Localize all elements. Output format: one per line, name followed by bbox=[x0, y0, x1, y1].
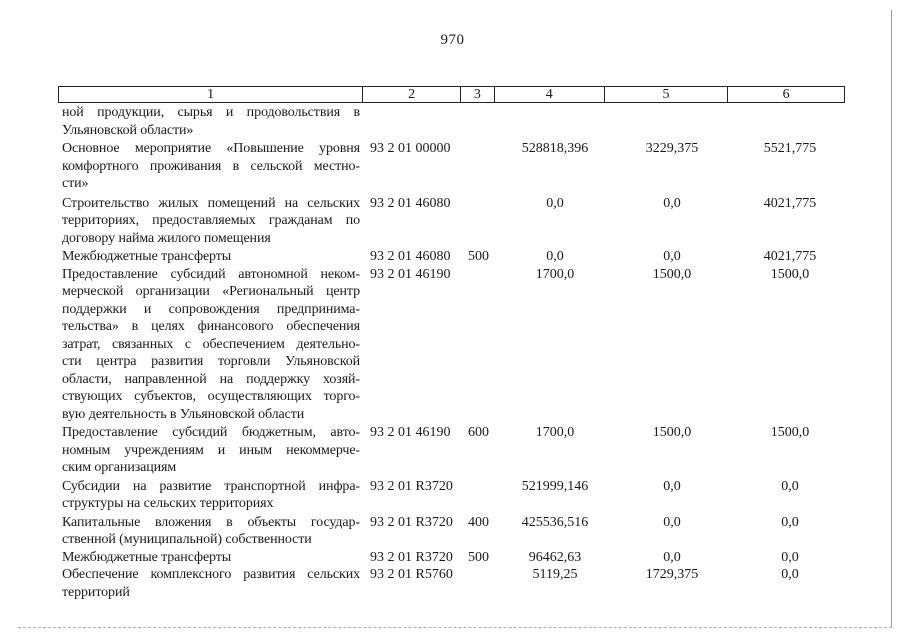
row-value-col5: 0,0 bbox=[663, 478, 681, 494]
row-value-col5: 1729,375 bbox=[645, 567, 699, 582]
row-expense-type: 400 bbox=[468, 514, 489, 530]
header-col-3: 3 bbox=[461, 87, 495, 102]
description-line: Обеспечение комплексного развития сельских bbox=[62, 567, 360, 582]
row-description bbox=[62, 248, 360, 266]
row-code: 93 2 01 R3720 bbox=[370, 514, 453, 530]
table-row bbox=[62, 566, 852, 601]
description-line: Предоставление субсидий бюджетным, авто- bbox=[62, 425, 360, 440]
description-line: мерческой организации «Региональный центр bbox=[62, 284, 360, 299]
table-row bbox=[62, 478, 852, 513]
description-line: договору найма жилого помещения bbox=[62, 230, 271, 246]
row-description bbox=[62, 566, 360, 601]
row-code: 93 2 01 46080 bbox=[370, 249, 451, 264]
description-line: комфортного проживания в сельской местно- bbox=[62, 158, 360, 174]
description-line: Межбюджетные трансферты bbox=[62, 249, 232, 264]
row-code: 93 2 01 00000 bbox=[370, 141, 451, 156]
table-row bbox=[62, 195, 852, 248]
description-line: структуры на сельских территориях bbox=[62, 496, 274, 511]
table-row bbox=[62, 248, 852, 266]
row-value-col4: 0,0 bbox=[546, 249, 564, 264]
row-value-col5: 1500,0 bbox=[652, 266, 692, 282]
row-code: 93 2 01 R3720 bbox=[370, 549, 453, 565]
row-description bbox=[62, 514, 360, 549]
row-value-col5: 0,0 bbox=[663, 514, 681, 530]
row-code: 93 2 01 46080 bbox=[370, 195, 451, 211]
row-value-col4: 1700,0 bbox=[535, 266, 575, 282]
header-col-5: 5 bbox=[605, 87, 729, 102]
row-value-col4: 425536,516 bbox=[521, 514, 589, 530]
row-value-col6: 4021,775 bbox=[763, 195, 817, 211]
description-line: тельства» в целях финансового обеспечения bbox=[62, 319, 360, 334]
row-expense-type: 500 bbox=[468, 249, 489, 264]
table-row bbox=[62, 266, 852, 424]
header-col-4: 4 bbox=[495, 87, 605, 102]
description-line: ствующих субъектов, осуществляющих торго- bbox=[62, 389, 360, 404]
header-col-6: 6 bbox=[782, 87, 790, 102]
row-value-col5: 0,0 bbox=[663, 195, 681, 211]
row-expense-type: 600 bbox=[468, 425, 489, 440]
description-line: сти» bbox=[62, 176, 89, 191]
description-line: Предоставление субсидий автономной неком- bbox=[62, 266, 360, 282]
description-line: Субсидии на развитие транспортной инфра- bbox=[62, 478, 360, 494]
description-line: номным учреждениям и иным некоммерче- bbox=[62, 442, 360, 458]
row-value-col4: 96462,63 bbox=[528, 549, 582, 565]
table-body bbox=[62, 104, 852, 601]
table-row bbox=[62, 549, 852, 567]
description-line: области, направленной на поддержку хозяй- bbox=[62, 371, 360, 387]
page-number: 970 bbox=[440, 32, 465, 48]
row-value-col4: 5119,25 bbox=[532, 567, 578, 582]
row-code: 93 2 01 46190 bbox=[370, 266, 451, 282]
row-description bbox=[62, 266, 360, 424]
table-row bbox=[62, 424, 852, 477]
description-line: Межбюджетные трансферты bbox=[62, 549, 232, 565]
description-line: ским организациям bbox=[62, 460, 177, 475]
row-expense-type: 500 bbox=[468, 549, 489, 565]
row-value-col6: 5521,775 bbox=[763, 141, 817, 156]
row-value-col5: 0,0 bbox=[663, 249, 681, 264]
description-line: ственной (муниципальной) собственности bbox=[62, 532, 312, 547]
row-value-col4: 528818,396 bbox=[521, 141, 589, 156]
table-row bbox=[62, 104, 852, 139]
row-description bbox=[62, 549, 360, 567]
header-col-1: 1 bbox=[59, 87, 363, 102]
description-line: Ульяновской области» bbox=[62, 122, 194, 138]
description-line: сти центра развития торговли Ульяновской bbox=[62, 354, 360, 369]
header-col-2: 2 bbox=[363, 87, 461, 102]
description-line: ной продукции, сырья и продовольствия в bbox=[62, 105, 360, 120]
row-code: 93 2 01 46190 bbox=[370, 425, 451, 440]
table-header bbox=[58, 86, 845, 103]
row-value-col6: 0,0 bbox=[781, 549, 799, 565]
row-value-col4: 1700,0 bbox=[535, 425, 575, 440]
row-value-col4: 521999,146 bbox=[521, 478, 589, 494]
row-description bbox=[62, 195, 360, 248]
row-description bbox=[62, 424, 360, 477]
description-line: Строительство жилых помещений на сельских bbox=[62, 195, 360, 211]
row-code: 93 2 01 R3720 bbox=[370, 478, 453, 494]
row-value-col5: 1500,0 bbox=[652, 425, 692, 440]
row-description bbox=[62, 478, 360, 513]
table-row bbox=[62, 514, 852, 549]
row-description bbox=[62, 140, 360, 193]
description-line: поддержки и сопровождения предпринима- bbox=[62, 301, 360, 317]
description-line: Основное мероприятие «Повышение уровня bbox=[62, 141, 360, 156]
row-value-col6: 0,0 bbox=[781, 514, 799, 530]
row-value-col6: 0,0 bbox=[781, 567, 799, 582]
description-line: Капитальные вложения в объекты государ- bbox=[62, 514, 360, 530]
row-description bbox=[62, 104, 360, 139]
row-value-col5: 3229,375 bbox=[645, 141, 699, 156]
description-line: вую деятельность в Ульяновской области bbox=[62, 406, 305, 422]
description-line: затрат, связанных с обеспечением деятельно- bbox=[62, 336, 360, 352]
table-row bbox=[62, 140, 852, 193]
row-value-col6: 0,0 bbox=[781, 478, 799, 494]
description-line: территориях, предоставляемых гражданам по bbox=[62, 213, 360, 228]
row-value-col5: 0,0 bbox=[663, 549, 681, 565]
row-code: 93 2 01 R5760 bbox=[370, 567, 453, 582]
row-value-col4: 0,0 bbox=[546, 195, 564, 211]
row-value-col6: 4021,775 bbox=[763, 249, 817, 264]
row-value-col6: 1500,0 bbox=[770, 425, 810, 440]
row-value-col6: 1500,0 bbox=[770, 266, 810, 282]
description-line: территорий bbox=[62, 584, 130, 600]
